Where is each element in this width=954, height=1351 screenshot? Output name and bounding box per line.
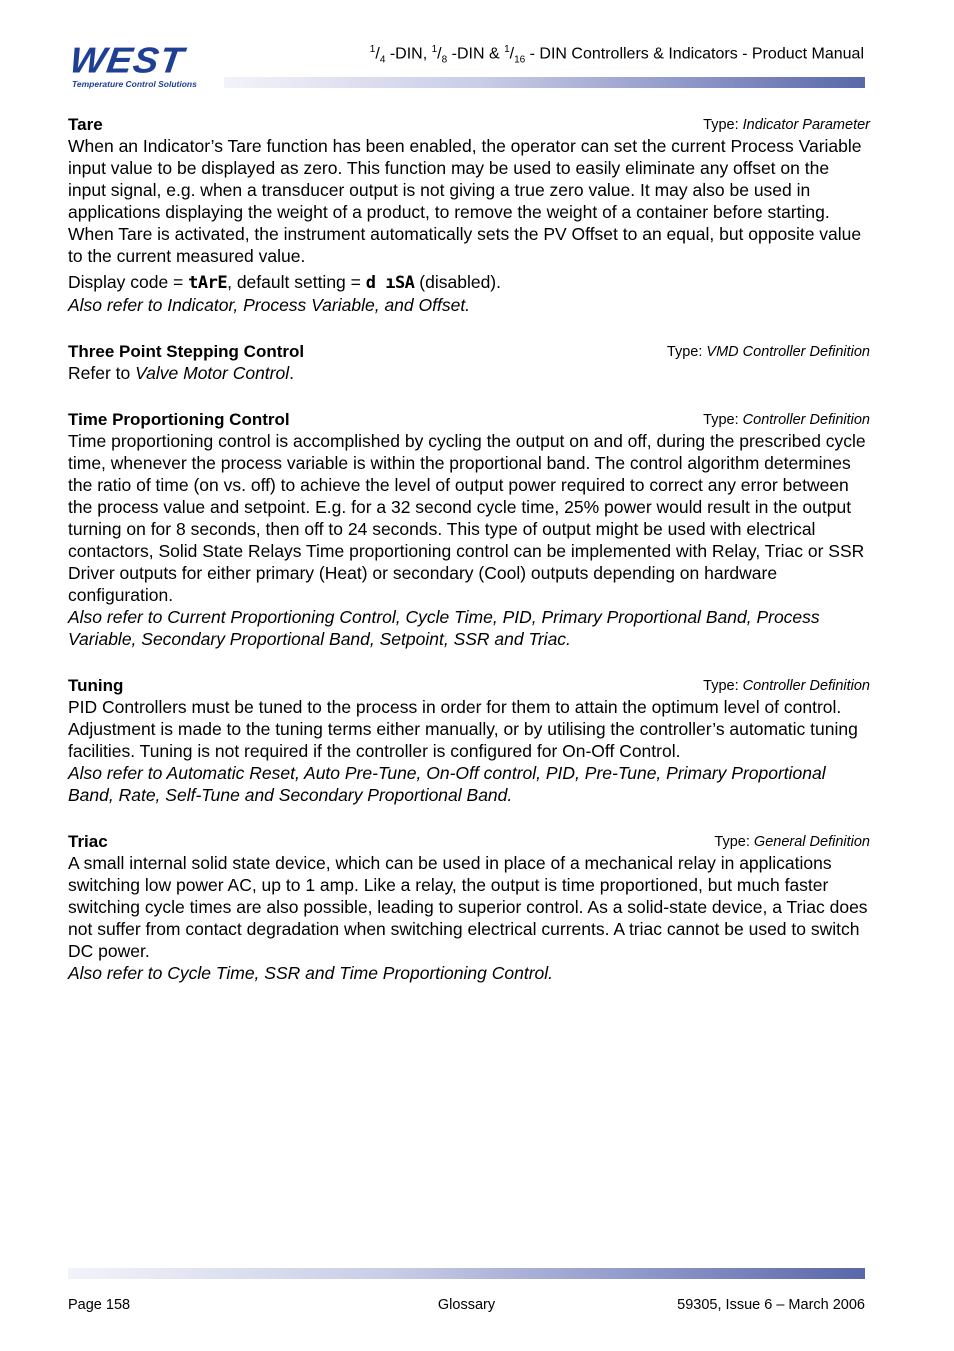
manual-title: $^1/_4$ -DIN, $^1/_8$ -DIN & $^1/_{16}$ - DIN Controllers & Indicators - Product Manual [369, 44, 864, 66]
fraction-numerator: 1 [369, 44, 376, 55]
display-code-line [68, 271, 870, 294]
title-text: -DIN, [385, 45, 432, 63]
refer-target: Valve Motor Control [135, 363, 290, 383]
entry-body: Time proportioning control is accomplished by cycling the output on and off, during the prescribed cycle time, whenever the process variable is within the proportional band. The control algorithm determines the ratio of time (on vs. off) to achieve the level of output power required to correct any error between the process value and setpoint. E.g. for a 32 second cycle time, 25% power would result in the output turning on for 8 seconds, then off to 24 seconds. This type of output might be used with electrical contactors, Solid State Relays Time proportioning control can be implemented with Relay, Triac or SSR Driver outputs for either primary (Heat) or secondary (Cool) outputs depending on hardware configuration. [68, 431, 866, 605]
entry-title: Triac [68, 832, 108, 851]
fraction-numerator: 1 [431, 44, 438, 55]
type-label: Type: [666, 344, 707, 360]
fraction-denominator: 8 [441, 54, 448, 66]
type-label: Type: [703, 412, 743, 428]
type-value: Controller Definition [742, 678, 870, 694]
refer-suffix: . [289, 363, 294, 383]
also-refer: Also refer to Indicator, Process Variable, and Offset. [68, 295, 471, 315]
entry-time-proportioning [68, 408, 870, 650]
entry-heading [68, 408, 870, 430]
entry-tare [68, 113, 870, 316]
entry-title: Tuning [68, 676, 124, 695]
refer-line [68, 362, 870, 384]
entry-body: A small internal solid state device, which can be used in place of a mechanical relay in applications switching low power AC, up to 1 amp. Like a relay, the output is time proportioned, but much faster switching cycle times are also possible, leading to superior control. As a solid-state device, a Triac does not suffer from contact degradation when switching electrical currents. A triac cannot be used to switch DC power. [68, 853, 868, 961]
entry-title: Tare [68, 115, 103, 134]
section-name: Glossary [437, 1297, 496, 1313]
refer-prefix: Refer to [68, 363, 136, 383]
entry-body: When an Indicator’s Tare function has been enabled, the operator can set the current Process Variable input value to be displayed as zero. This function may be used to easily eliminate any offset on the input signal, e.g. when a transducer output is not giving a true zero value. It may also be used in applications displaying the weight of a product, to remove the weight of a container before starting. When Tare is activated, the instrument automatically sets the PV Offset to an equal, but opposite value to the current measured value. [68, 136, 862, 266]
entry-triac [68, 830, 870, 984]
entry-body: PID Controllers must be tuned to the process in order for them to attain the optimum level of control. Adjustment is made to the tuning terms either manually, or by utilising the controller’s automatic tuning facilities. Tuning is not required if the controller is configured for On-Off Control. [68, 697, 858, 761]
entry-tuning [68, 674, 870, 806]
logo-wordmark: WEST [67, 41, 187, 81]
type-value: Controller Definition [742, 412, 870, 428]
display-code: tArE [188, 273, 228, 293]
west-logo [68, 42, 228, 92]
also-refer: Also refer to Cycle Time, SSR and Time Proportioning Control. [68, 963, 554, 983]
entry-type [703, 412, 870, 428]
fraction-numerator: 1 [504, 44, 510, 55]
entry-type [714, 834, 870, 850]
also-refer: Also refer to Current Proportioning Control, Cycle Time, PID, Primary Proportional Band, Process Variable, Secondary Proportional Band, Setpoint, SSR and Triac. [68, 607, 820, 649]
default-code: d ıSA [365, 273, 415, 293]
type-label: Type: [703, 117, 743, 133]
entry-type [667, 344, 870, 360]
fraction-denominator: 4 [379, 54, 386, 66]
entry-title: Three Point Stepping Control [68, 342, 305, 361]
page-number: Page 158 [68, 1297, 131, 1313]
entry-heading [68, 340, 870, 362]
display-suffix: (disabled). [414, 272, 501, 292]
entry-type [703, 117, 870, 133]
logo-tagline: Temperature Control Solutions [72, 79, 197, 89]
entry-heading [68, 113, 870, 135]
type-value: General Definition [753, 834, 870, 850]
type-value: VMD Controller Definition [706, 344, 870, 360]
title-text: -DIN & [447, 45, 505, 63]
entry-type [703, 678, 870, 694]
fraction-denominator: 16 [514, 54, 526, 66]
type-label: Type: [703, 678, 743, 694]
type-value: Indicator Parameter [742, 117, 870, 133]
type-label: Type: [714, 834, 754, 850]
glossary-content [68, 113, 870, 1008]
entry-heading [68, 830, 870, 852]
display-prefix: Display code = [68, 272, 189, 292]
title-text: - DIN Controllers & Indicators - Product Manual [525, 45, 864, 63]
document-reference: 59305, Issue 6 – March 2006 [677, 1297, 865, 1313]
footer-gradient-bar [68, 1268, 865, 1279]
display-middle: , default setting = [227, 272, 366, 292]
entry-heading [68, 674, 870, 696]
entry-title: Time Proportioning Control [68, 410, 290, 429]
header-gradient-bar [224, 77, 865, 88]
entry-three-point-stepping [68, 340, 870, 384]
also-refer: Also refer to Automatic Reset, Auto Pre-Tune, On-Off control, PID, Pre-Tune, Primary Proportional Band, Rate, Self-Tune and Secondary Proportional Band. [68, 763, 826, 805]
